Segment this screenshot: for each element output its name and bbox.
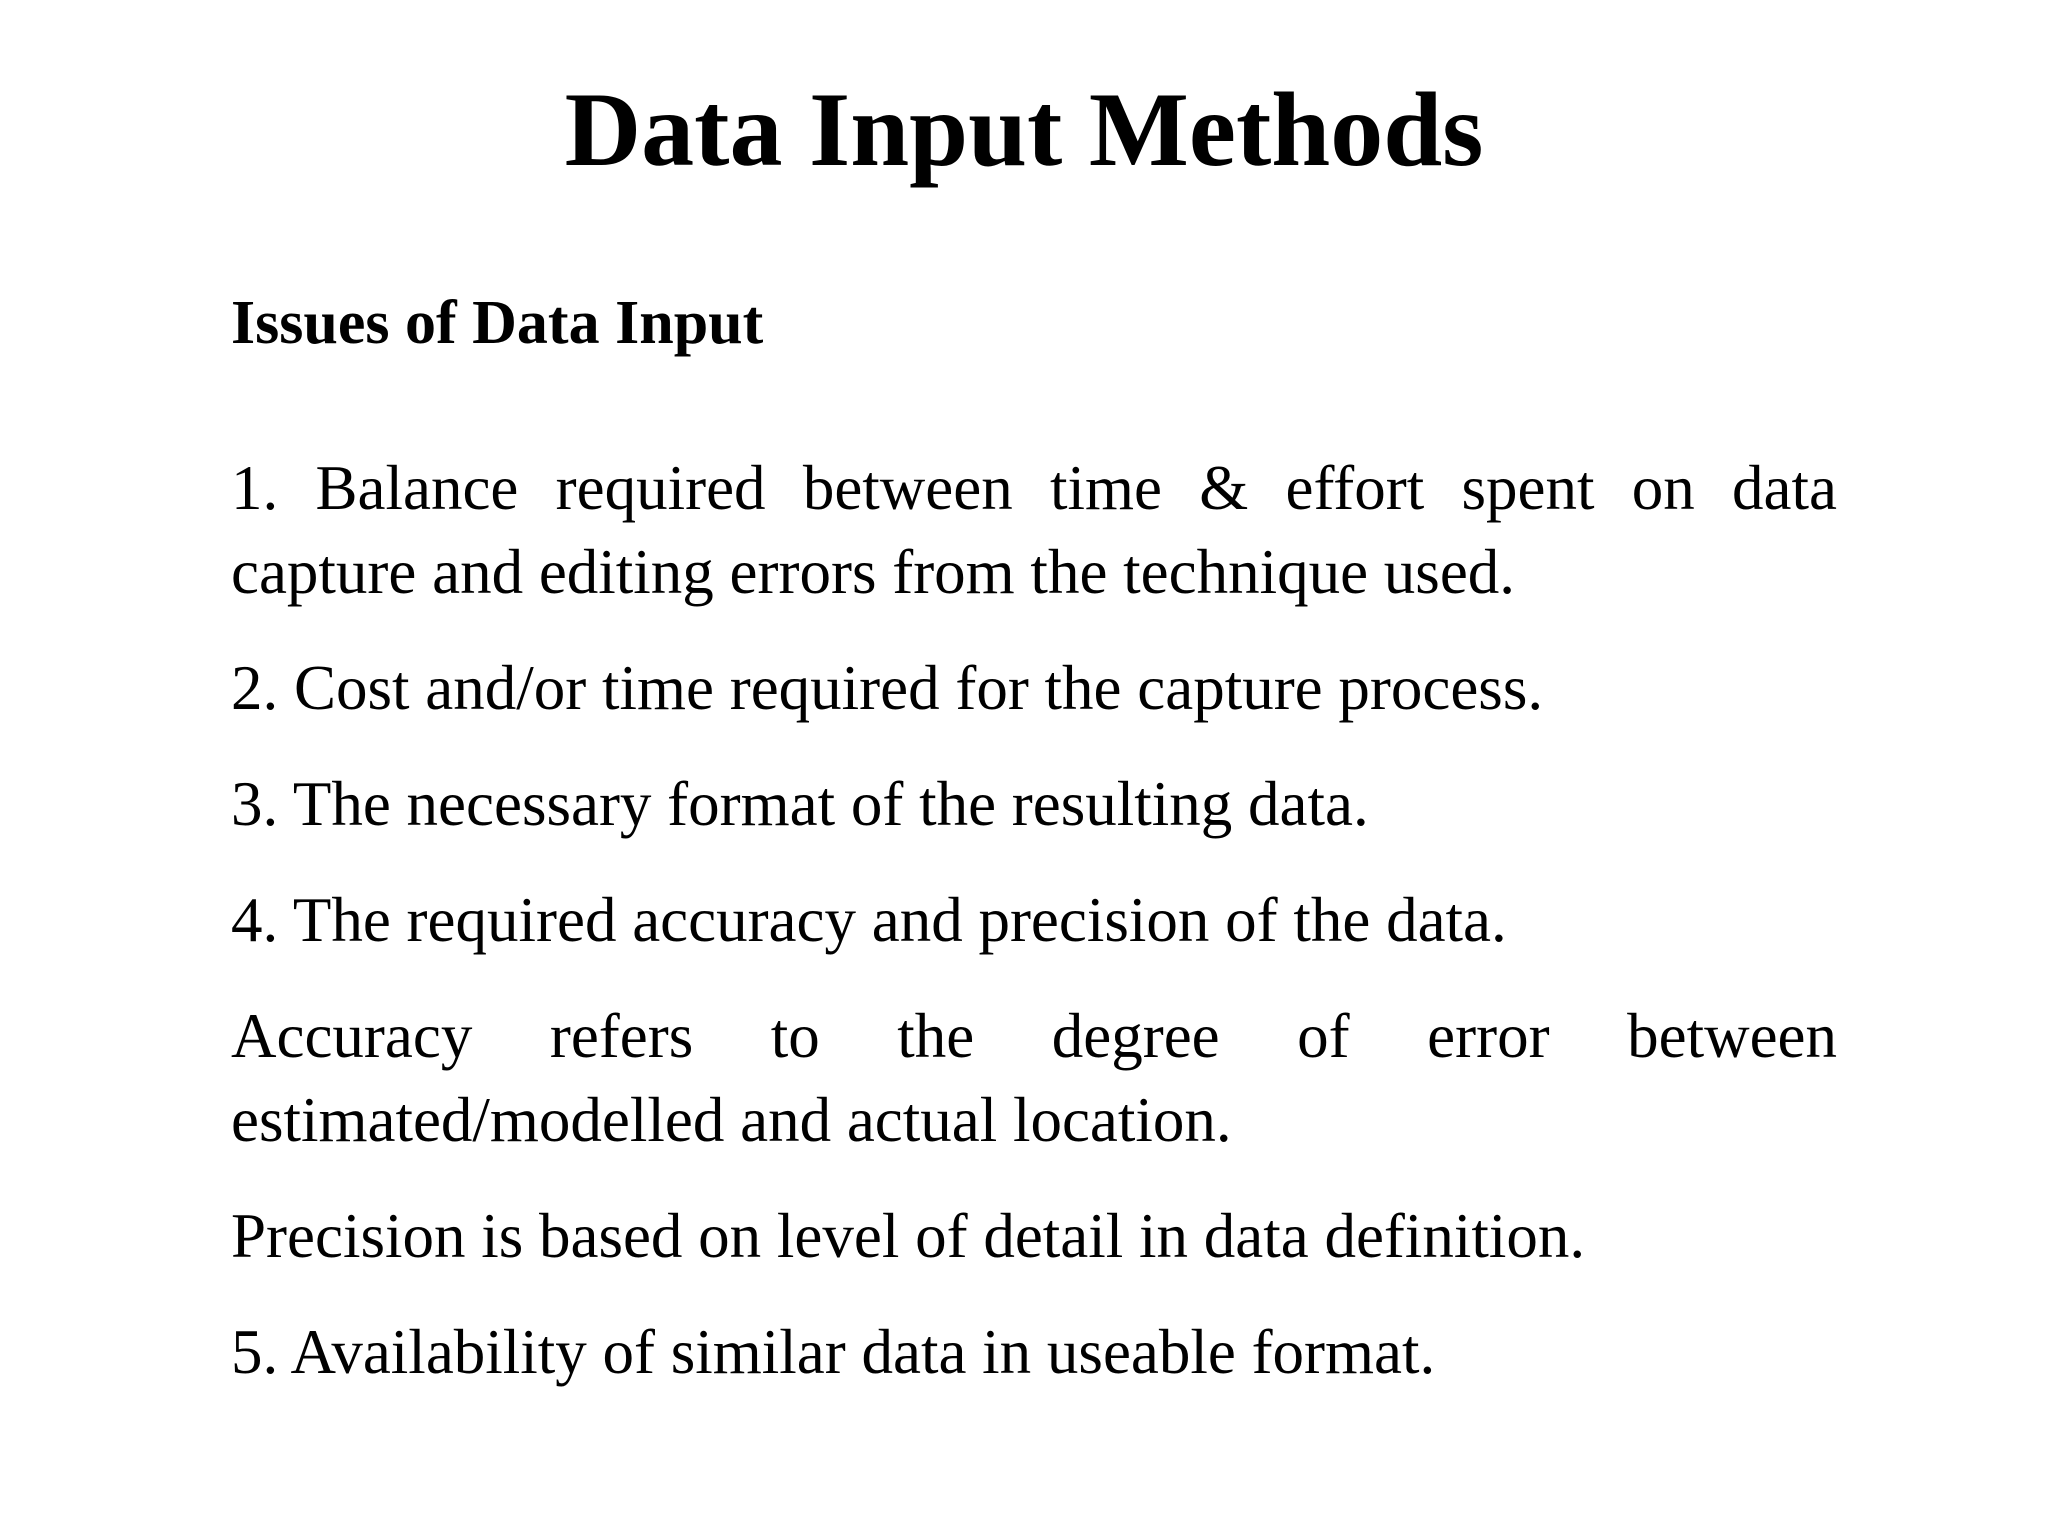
slide-body xyxy=(231,446,1837,1426)
slide-title: Data Input Methods xyxy=(564,71,1484,188)
issue-cost-time: 2. Cost and/or time required for the capture process. xyxy=(231,653,1544,723)
issue-accuracy-precision: 4. The required accuracy and precision of the data. xyxy=(231,885,1507,955)
definition-accuracy: Accuracy refers to the degree of error between estimated/modelled and actual location. xyxy=(231,1001,1837,1155)
definition-precision: Precision is based on level of detail in data definition. xyxy=(231,1201,1586,1271)
issue-availability: 5. Availability of similar data in useable format. xyxy=(231,1317,1436,1387)
issue-format: 3. The necessary format of the resulting data. xyxy=(231,769,1369,839)
section-heading: Issues of Data Input xyxy=(231,289,764,357)
issue-balance-time-effort: 1. Balance required between time & effort spent on data capture and editing errors from the technique used. xyxy=(231,453,1837,607)
